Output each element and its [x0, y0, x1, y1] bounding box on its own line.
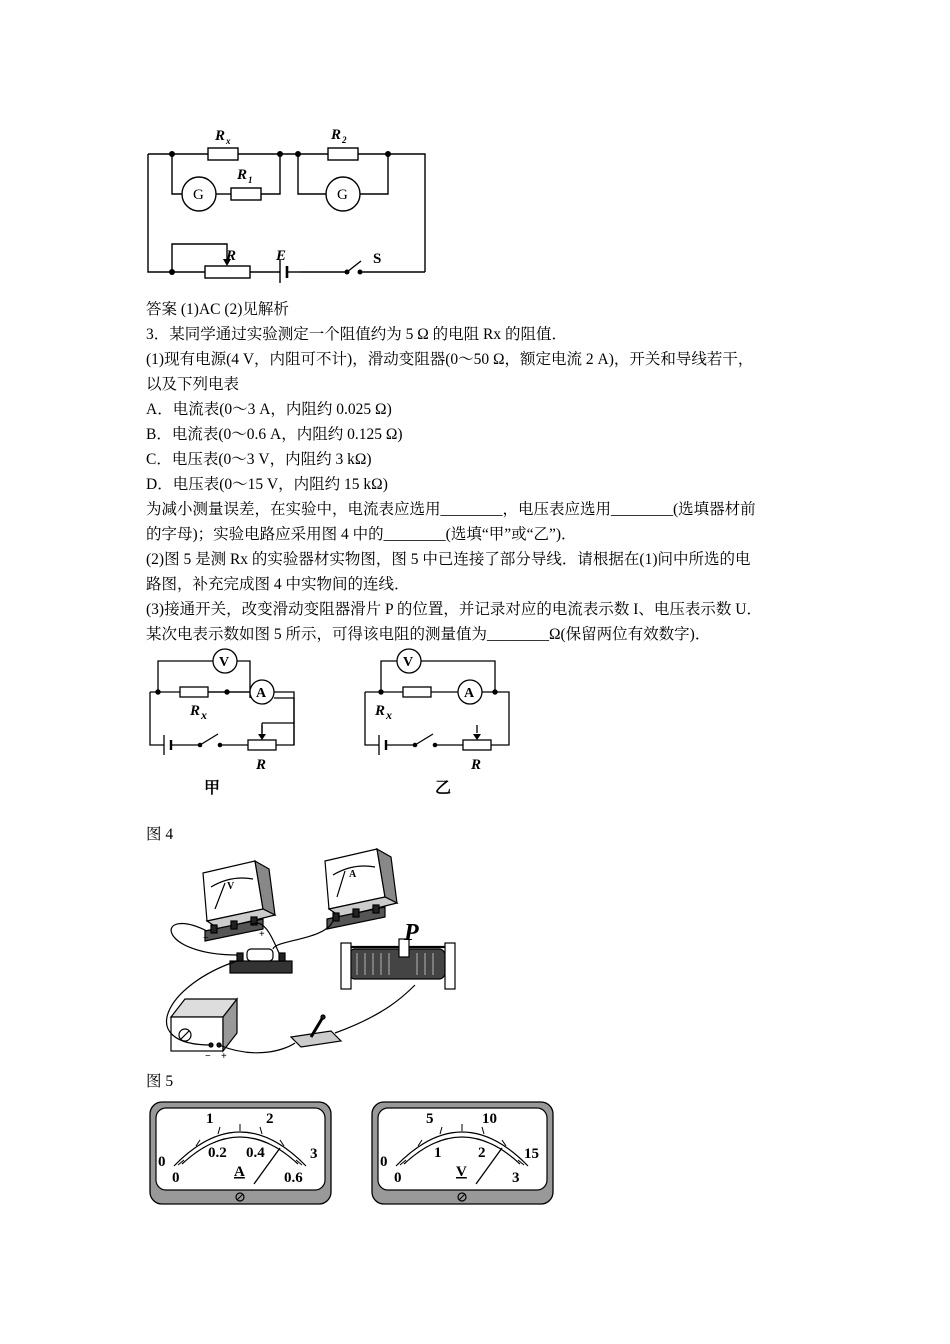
ammeter-tick-1: 1 — [206, 1111, 214, 1127]
yi-voltmeter-label: V — [403, 655, 414, 670]
jia-rx-sub: x — [201, 708, 207, 722]
label-r2-sub: 2 — [342, 135, 347, 145]
jia-voltmeter-label: V — [219, 655, 230, 670]
voltmeter-dial — [370, 1100, 555, 1206]
resistor-board — [230, 949, 292, 973]
voltmeter-zero-upper: 0 — [380, 1154, 388, 1170]
question-part3-line2: 某次电表示数如图 5 所示，可得该电阻的测量值为________Ω(保留两位有效数字)． — [146, 626, 711, 643]
ammeter-zero-upper: 0 — [158, 1154, 166, 1170]
label-r1: R — [237, 167, 248, 183]
ammeter-tick-0-2: 0.2 — [208, 1145, 227, 1161]
circuit-jia-caption: 甲 — [204, 780, 221, 797]
question-part3-line1: (3)接通开关，改变滑动变阻器滑片 P 的位置，并记录对应的电流表示数 I、电压表示数 U． — [146, 601, 762, 618]
label-e: E — [276, 248, 287, 264]
answer-text: 答案 (1)AC (2)见解析 — [146, 301, 289, 318]
circuit-jia-diagram — [140, 645, 310, 800]
voltmeter-tick-10: 10 — [482, 1111, 497, 1127]
ammeter-dial — [148, 1100, 333, 1206]
question-part2-line2: 路图，补充完成图 4 中实物间的连线． — [146, 576, 410, 593]
option-b: B．电流表(0～0.6 A，内阻约 0.125 Ω) — [146, 426, 403, 443]
voltmeter-unit: V — [456, 1164, 467, 1180]
yi-ammeter-label: A — [464, 686, 475, 701]
ammeter-tick-0-4: 0.4 — [246, 1145, 265, 1161]
circuit-yi-caption: 乙 — [435, 780, 452, 797]
yi-rx-sub: x — [386, 708, 392, 722]
question-part1-line1: (1)现有电源(4 V，内阻可不计)，滑动变阻器(0～50 Ω，额定电流 2 A)，开关和导线若干， — [146, 351, 754, 368]
jia-ammeter-label: A — [256, 686, 267, 701]
ammeter-tick-0-6: 0.6 — [284, 1170, 303, 1186]
option-d: D．电压表(0～15 V，内阻约 15 kΩ) — [146, 476, 388, 493]
question-part2-line1: (2)图 5 是测 Rx 的实验器材实物图，图 5 中已连接了部分导线．请根据在(1)问中所选的电 — [146, 551, 751, 568]
ammeter-device — [325, 849, 397, 929]
label-g-right: G — [337, 187, 348, 203]
voltmeter-plus: + — [259, 929, 265, 940]
power-supply-device — [171, 999, 237, 1051]
label-g-left: G — [193, 187, 204, 203]
label-r2: R — [331, 127, 342, 143]
circuit-yi-diagram — [355, 645, 525, 800]
voltmeter-minus: − — [203, 933, 209, 944]
option-a: A．电流表(0～3 A，内阻约 0.025 Ω) — [146, 401, 392, 418]
jia-r-label: R — [256, 757, 267, 773]
ammeter-unit: A — [234, 1164, 245, 1180]
voltmeter-tick-15: 15 — [524, 1146, 539, 1162]
ammeter-tick-0: 0 — [172, 1170, 180, 1186]
label-r: R — [226, 248, 237, 264]
top-circuit-diagram — [140, 118, 440, 283]
voltmeter-tick-3: 3 — [512, 1170, 520, 1186]
question-title: 3．某同学通过实验测定一个阻值约为 5 Ω 的电阻 Rx 的阻值． — [146, 326, 567, 343]
label-r1-sub: 1 — [248, 175, 253, 185]
power-minus: − — [205, 1051, 211, 1062]
label-rx-sub: x — [226, 136, 231, 146]
voltmeter-device-label: V — [227, 881, 235, 892]
rheostat-device — [341, 939, 455, 989]
question-part1-line2: 以及下列电表 — [146, 376, 240, 393]
voltmeter-tick-1: 1 — [434, 1145, 442, 1161]
apparatus-figure — [145, 845, 475, 1070]
switch-device — [291, 1015, 341, 1047]
yi-rx-label: R — [375, 703, 386, 719]
ammeter-device-label: A — [349, 869, 357, 880]
voltmeter-tick-5: 5 — [426, 1111, 434, 1127]
label-rx: R — [215, 128, 226, 144]
yi-r-label: R — [471, 757, 482, 773]
question-part1-ask-line2: 的字母)；实验电路应采用图 4 中的________(选填“甲”或“乙”)． — [146, 526, 577, 543]
figure5-caption: 图 5 — [146, 1073, 174, 1090]
question-part1-ask-line1: 为减小测量误差，在实验中，电流表应选用________，电压表应选用________(选填器材前 — [146, 501, 756, 518]
voltmeter-tick-2: 2 — [478, 1145, 486, 1161]
slider-p-label: P — [404, 920, 419, 946]
label-s: S — [373, 251, 382, 267]
voltmeter-tick-0: 0 — [394, 1170, 402, 1186]
option-c: C．电压表(0～3 V，内阻约 3 kΩ) — [146, 451, 372, 468]
ammeter-tick-3: 3 — [310, 1146, 318, 1162]
power-plus: + — [221, 1051, 227, 1062]
jia-rx-label: R — [190, 703, 201, 719]
ammeter-tick-2: 2 — [266, 1111, 274, 1127]
figure4-caption: 图 4 — [146, 826, 174, 843]
